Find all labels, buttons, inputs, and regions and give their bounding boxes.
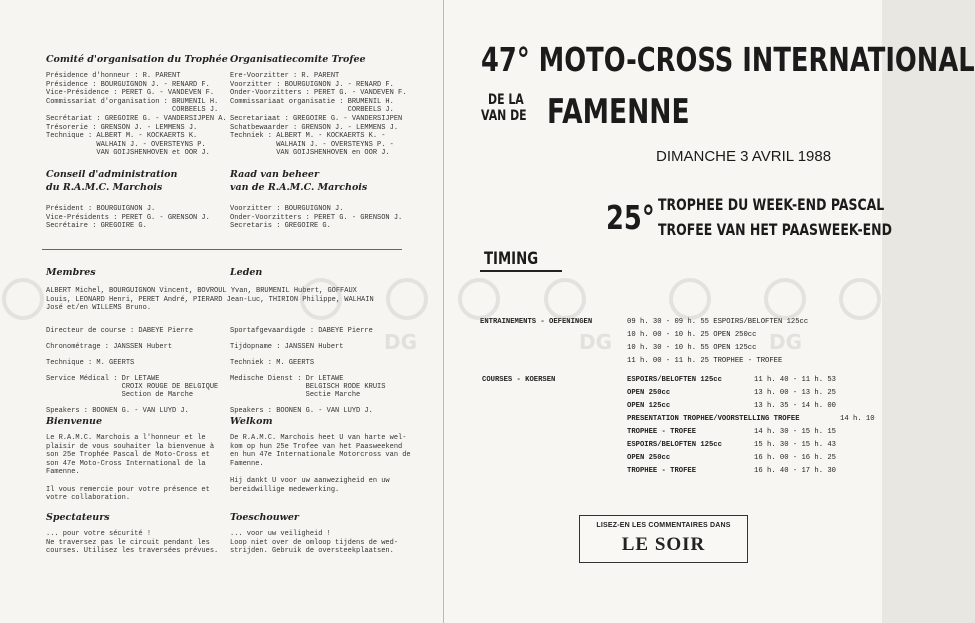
race-name: OPEN 125cc <box>627 402 671 410</box>
ad-subtitle: LISEZ-EN LES COMMENTAIRES DANS <box>596 522 731 529</box>
famenne-title: FAMENNE <box>547 92 690 132</box>
race-row <box>627 374 882 387</box>
left-page <box>0 0 444 623</box>
race-row <box>627 452 882 465</box>
watermark-stamp <box>764 278 806 320</box>
comite-title: Comité d'organisation du Trophée <box>46 54 228 65</box>
right-page <box>444 0 975 623</box>
race-name: ESPOIRS/BELOFTEN 125cc <box>627 441 722 449</box>
race-time: 11 h. 40 - 11 h. 53 <box>754 376 836 384</box>
comite-lines: Présidence d'honneur : R. PARENT Présidence : BOURGUIGNON J. - RENARD F. Vice-Présidence : PERET G. - VANDEVEN F. Commissariat d'organisation : BRUMENIL H. CORBEELS J. Secrétariat : GREGOIRE G. - VANDERSIJPEN A. Trésorerie : GRENSON J. - LEMMENS J. Technique : ALBERT M. - KOCKAERTS K. WALHAIN J. - OVERSTEYNS P. VAN GOIJSHENHOVEN et OOR J. <box>46 72 227 158</box>
courses-list <box>627 374 882 478</box>
trophee-fr: TROPHEE DU WEEK-END PASCAL <box>658 195 885 214</box>
staff-fr: Directeur de course : DABEYE Pierre Chronométrage : JANSSEN Hubert Technique : M. GEERTS Service Médical : Dr LETAWE CROIX ROUGE DE BELGIQUE Section de Marche Speakers : BOONEN G. - VAN LUYD J. <box>46 327 219 415</box>
watermark-dg: DG <box>384 330 418 354</box>
watermark-stamp <box>544 278 586 320</box>
le-soir-ad <box>579 515 748 563</box>
watermark-stamp <box>2 278 44 320</box>
bienvenue-title: Bienvenue <box>46 416 103 427</box>
timing-underline <box>480 270 562 272</box>
race-name: PRESENTATION TROPHEE/VOORSTELLING TROFEE <box>627 415 800 423</box>
watermark-stamp <box>669 278 711 320</box>
race-time: 13 h. 35 - 14 h. 00 <box>754 402 836 410</box>
staff-nl: Sportafgevaardigde : DABEYE Pierre Tijdopname : JANSSEN Hubert Techniek : M. GEERTS Medische Dienst : Dr LETAWE BELGISCH RODE KRUIS Sectie Marche Speakers : BOONEN G. - VAN LUYD J. <box>230 327 386 415</box>
race-time: 16 h. 00 - 16 h. 25 <box>754 454 836 462</box>
race-time: 15 h. 30 - 15 h. 43 <box>754 441 836 449</box>
raad-title: Raad van beheer van de R.A.M.C. Marchois <box>230 169 368 193</box>
watermark-stamp <box>458 278 500 320</box>
ad-title: LE SOIR <box>621 534 706 555</box>
race-row <box>627 400 882 413</box>
race-time: 13 h. 00 - 13 h. 25 <box>754 389 836 397</box>
prefix-fr: DE LA <box>488 92 524 108</box>
race-time: 16 h. 40 - 17 h. 30 <box>754 467 836 475</box>
race-row <box>627 387 882 400</box>
toeschouwer-title: Toeschouwer <box>230 512 299 523</box>
race-name: ESPOIRS/BELOFTEN 125cc <box>627 376 722 384</box>
training-row: 09 h. 30 - 09 h. 55 ESPOIRS/BELOFTEN 125cc <box>627 318 809 326</box>
welkom-title: Welkom <box>230 416 273 427</box>
raad-lines: Voorzitter : BOURGUIGNON J. Onder-Voorzitters : PERET G. - GRENSON J. Secretaris : GREGOIRE G. <box>230 205 403 231</box>
organisatie-lines: Ere-Voorzitter : R. PARENT Voorzitter : BOURGUIGNON J. - RENARD F. Onder-Voorzitters : PERET G. - VANDEVEN F. Commissariaat organisatie : BRUMENIL H. CORBEELS J. Secretariaat : GREGOIRE G. - VANDERSIJPEN Schatbewaarder : GRENSON J. - LEMMENS J. Techniek : ALBERT M. - KOCKAERTS K. - WALHAIN J. - OVERSTEYNS P. - VAN GOIJSHENHOVEN en OOR J. <box>230 72 407 158</box>
watermark-stamp <box>386 278 428 320</box>
watermark-stamp <box>839 278 881 320</box>
training-row: 10 h. 30 - 10 h. 55 OPEN 125cc <box>627 344 757 352</box>
members-text: ALBERT Michel, BOURGUIGNON Vincent, BOVROUL Yvan, BRUMENIL Hubert, GOFFAUX Louis, LEONARD Henri, PERET André, PIERARD Jean-Luc, THIRION Philippe, WALHAIN José et/en WILLEMS Bruno. <box>46 287 374 313</box>
welkom-text: De R.A.M.C. Marchois heet U van harte wel- kom op hun 25e Trofee van het Paasweekend en hun 47e Internationale Motorcross van de Famenne. Hij dankt U voor uw aanwezigheid en uw bereidwillige medewerking. <box>230 434 411 494</box>
trophee-nl: TROFEE VAN HET PAASWEEK-END <box>658 220 892 239</box>
courses-label: COURSES - KOERSEN <box>482 376 556 384</box>
prefix-nl: VAN DE <box>481 108 527 124</box>
timing-heading: TIMING <box>484 249 539 269</box>
watermark-dg: DG <box>769 330 803 354</box>
race-row <box>627 465 882 478</box>
training-row: 11 h. 00 - 11 h. 25 TROPHEE - TROFEE <box>627 357 783 365</box>
organisatie-title: Organisatiecomite Trofee <box>230 54 366 65</box>
membres-title: Membres <box>46 267 96 278</box>
entrainements-list <box>627 316 808 368</box>
race-row <box>627 413 882 426</box>
leden-title: Leden <box>230 267 263 278</box>
race-time: 14 h. 30 - 15 h. 15 <box>754 428 836 436</box>
conseil-lines: Président : BOURGUIGNON J. Vice-Présidents : PERET G. - GRENSON J. Secrétaire : GREGOIRE G. <box>46 205 210 231</box>
bienvenue-text: Le R.A.M.C. Marchois a l'honneur et le plaisir de vous souhaiter la bienvenue à son 25e Trophée Pascal de Moto-Cross et son 47e Moto-Cross International de la Famenne. Il vous remercie pour votre présence et votre collaboration. <box>46 434 215 503</box>
spectateurs-title: Spectateurs <box>46 512 110 523</box>
edition-number: 25° <box>606 198 655 237</box>
conseil-title: Conseil d'administration du R.A.M.C. Marchois <box>46 169 178 193</box>
entrainements-label: ENTRAINEMENTS - OEFENINGEN <box>480 318 593 326</box>
race-name: OPEN 250cc <box>627 454 671 462</box>
toeschouwer-text: ... voor uw veiligheid ! Loop niet over de omloop tijdens de wed- strijden. Gebruik de oversteekplaatsen. <box>230 530 399 556</box>
race-row <box>627 439 882 452</box>
race-name: TROPHEE - TROFEE <box>627 467 697 475</box>
event-date: DIMANCHE 3 AVRIL 1988 <box>656 148 832 165</box>
watermark-dg: DG <box>579 330 613 354</box>
spectateurs-text: ... pour votre sécurité ! Ne traversez pas le circuit pendant les courses. Utilisez les traversées prévues. <box>46 530 219 556</box>
race-name: TROPHEE - TROFEE <box>627 428 697 436</box>
event-title: 47° MOTO-CROSS INTERNATIONAL <box>481 40 975 79</box>
race-row <box>627 426 882 439</box>
race-time: 14 h. 10 <box>840 415 875 423</box>
training-row: 10 h. 00 - 10 h. 25 OPEN 250cc <box>627 331 757 339</box>
race-name: OPEN 250cc <box>627 389 671 397</box>
divider <box>42 249 402 250</box>
